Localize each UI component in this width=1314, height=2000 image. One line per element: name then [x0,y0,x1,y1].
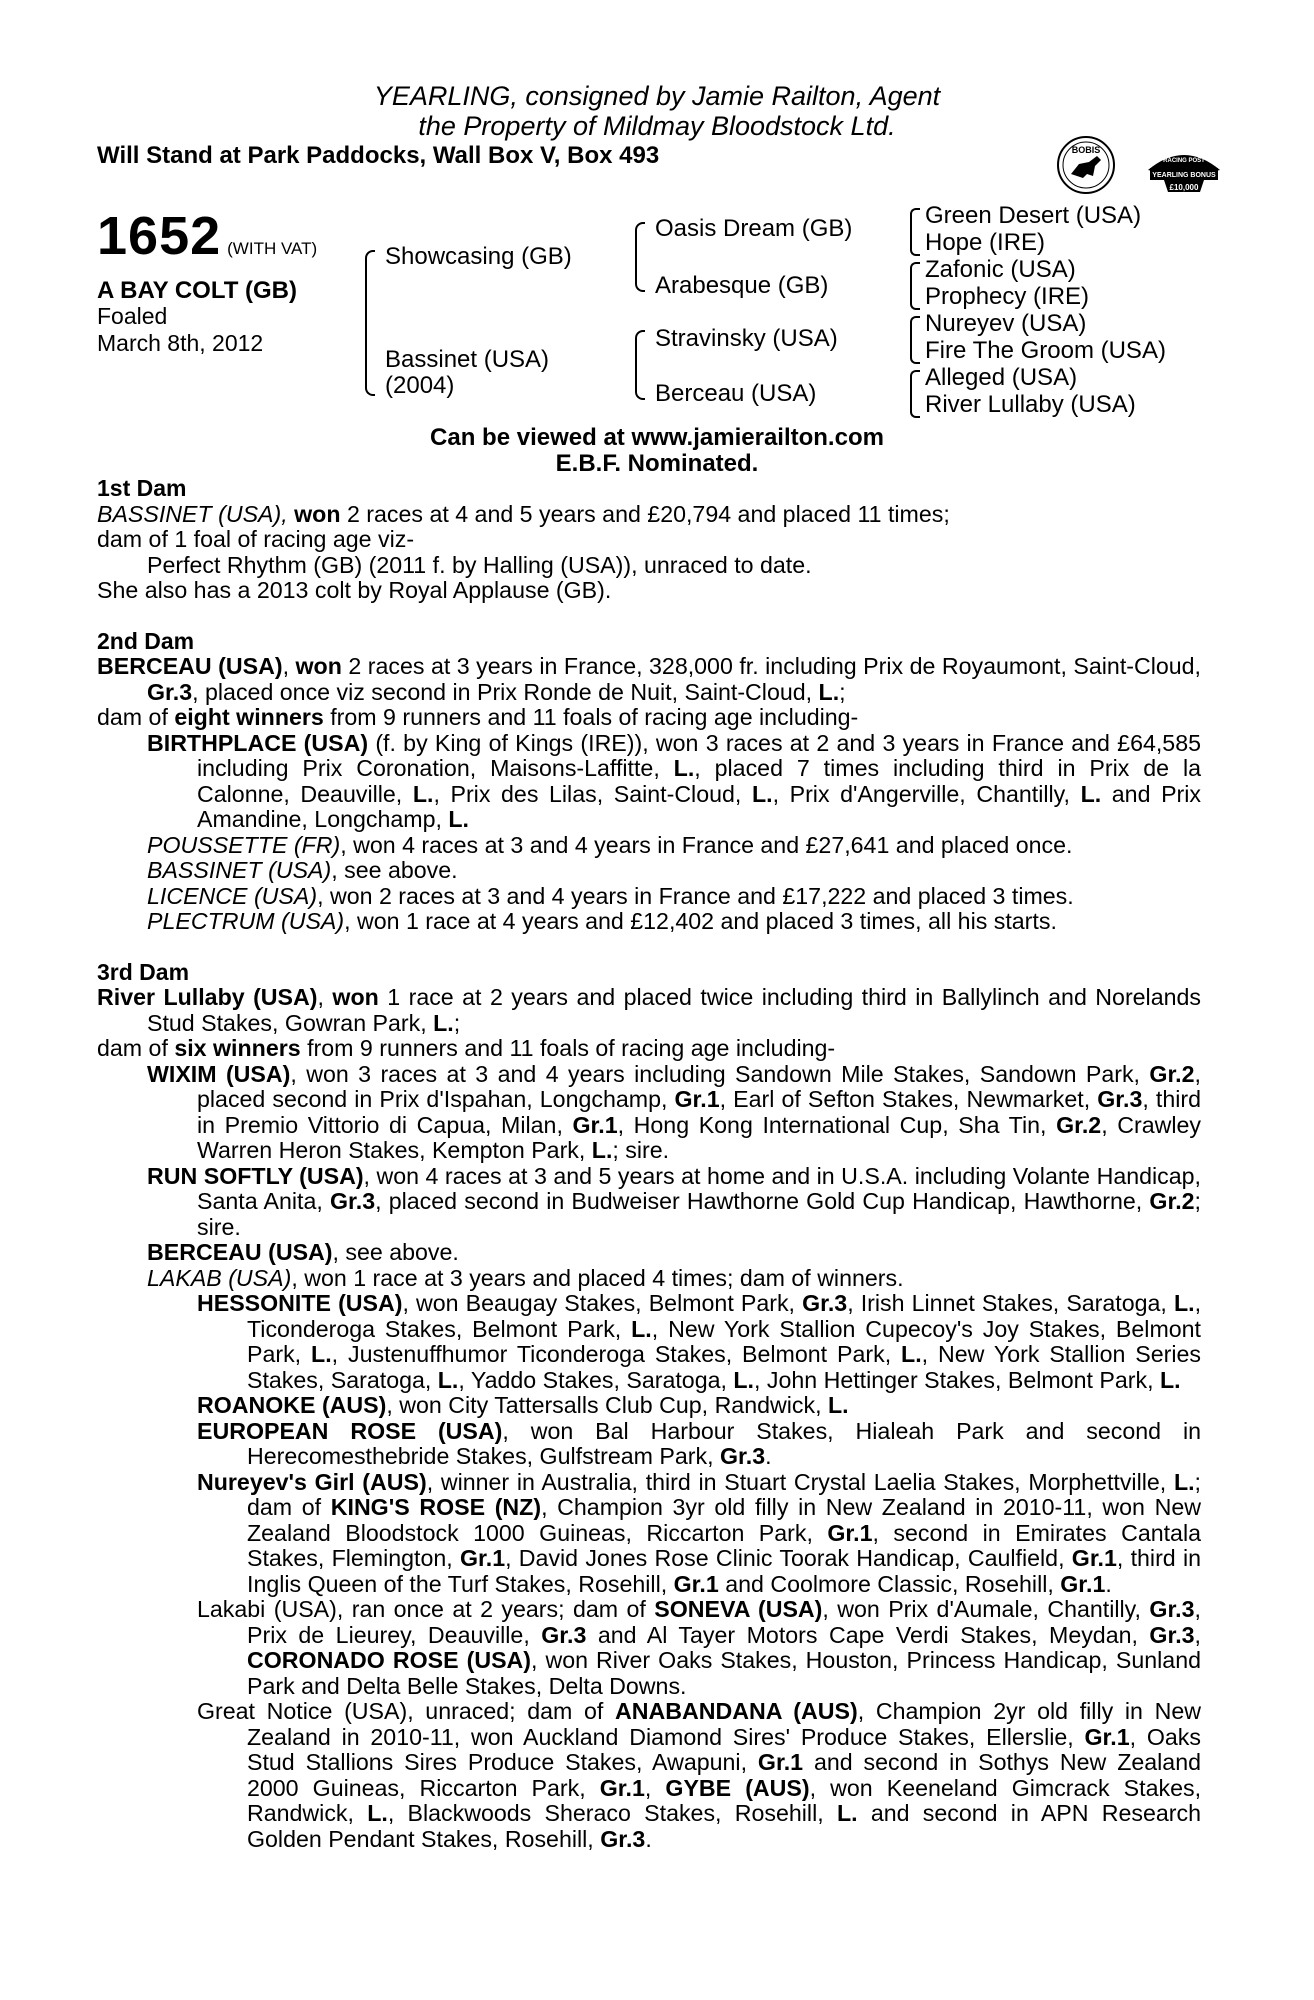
dam3-summary: River Lullaby (USA), won 1 race at 2 years and placed twice including third in Ballylinch and Norelands Stud Stakes, Gowran Park, L.; [97,984,1201,1036]
yearling-bonus-text: YEARLING BONUS [1152,172,1216,179]
dam3-run-softly: RUN SOFTLY (USA), won 4 races at 3 and 5 years at home and in U.S.A. including Volante Handicap, Santa Anita, Gr.3, placed second in Budweiser Hawthorne Gold Cup Handicap, Hawthorne, Gr.2; sire. [147,1162,1201,1240]
dam2-plectrum: PLECTRUM (USA), won 1 race at 4 years and £12,402 and placed 3 times, all his starts. [147,908,1057,934]
dam3-great-notice: Great Notice (USA), unraced; dam of ANABANDANA (AUS), Champion 2yr old filly in New Zealand in 2010-11, won Auckland Diamond Sires' Produce Stakes, Ellerslie, Gr.1, Oaks Stud Stallions Sires Produce Stakes, Awapuni, Gr.1 and second in Sothys New Zealand 2000 Guineas, Riccarton Park, Gr.1, GYBE (AUS), won Keeneland Gimcrack Stakes, Randwick, L., Blackwoods Sheraco Stakes, Rosehill, L. and second in APN Research Golden Pendant Stakes, Rosehill, Gr.3. [197,1698,1202,1852]
dam3-lakab: LAKAB (USA), won 1 race at 3 years and placed 4 times; dam of winners. [147,1264,904,1291]
dam3-produce-intro: dam of six winners from 9 runners and 11 foals of racing age including- [97,1035,836,1061]
pedigree-ssd: Hope (IRE) [925,229,1046,256]
dam2-produce-intro: dam of eight winners from 9 runners and 11 foals of racing age including- [97,704,859,730]
bobis-text: BOBIS [1071,145,1101,155]
pedigree-ddd: River Lullaby (USA) [925,391,1136,418]
ebf-note: E.B.F. Nominated. [555,450,759,477]
dam-sections [97,476,1201,1852]
pedigree-brace-sire [635,222,645,292]
viewing-note: Can be viewed at www.jamierailton.com [430,424,884,451]
dam3-hessonite: HESSONITE (USA), won Beaugay Stakes, Belmont Park, Gr.3, Irish Linnet Stakes, Saratoga, L., Ticonderoga Stakes, Belmont Park, L., New York Stallion Cupecoy's Joy Stakes, Belmont Park, L., Justenuffhumor Ticonderoga Stakes, Belmont Park, L., New York Stallion Series Stakes, Saratoga, L., Yaddo Stakes, Saratoga, L., John Hettinger Stakes, Belmont Park, L. [197,1290,1202,1393]
foaled-date: March 8th, 2012 [97,330,264,356]
pedigree-dam-dam: Berceau (USA) [655,380,817,407]
lot-number: 1652 [97,206,222,266]
pedigree-dam: Bassinet (USA) [385,346,550,373]
dam3-european-rose: EUROPEAN ROSE (USA), won Bal Harbour Stakes, Hialeah Park and second in Herecomesthebride Stakes, Gulfstream Park, Gr.3. [197,1417,1201,1469]
pedigree-dss: Nureyev (USA) [925,310,1087,337]
dam1-foal: Perfect Rhythm (GB) (2011 f. by Halling (USA)), unraced to date. [147,551,812,578]
vat-label: (WITH VAT) [227,239,318,258]
pedigree-dds: Alleged (USA) [925,364,1078,391]
lot-description: A BAY COLT (GB) [97,277,298,304]
property-line: the Property of Mildmay Bloodstock Ltd. [418,111,896,141]
pedigree-brace-ss [910,208,920,256]
dam3-wixim: WIXIM (USA), won 3 races at 3 and 4 years including Sandown Mile Stakes, Sandown Park, Gr.2, placed second in Prix d'Ispahan, Longchamp, Gr.1, Earl of Sefton Stakes, Newmarket, Gr.3, third in Premio Vittorio di Capua, Milan, Gr.1, Hong Kong International Cup, Sha Tin, Gr.2, Crawley Warren Heron Stakes, Kempton Park, L.; sire. [147,1060,1201,1163]
bobis-logo-icon [1055,134,1117,196]
pedigree-dam-sire: Stravinsky (USA) [655,325,838,352]
consignor-line: YEARLING, consigned by Jamie Railton, Agent [373,81,941,111]
pedigree-brace-dam [635,330,645,400]
racing-post-bonus-logo-icon [1144,146,1224,202]
pedigree-sire: Showcasing (GB) [385,243,572,270]
dam3-nureyevs-girl: Nureyev's Girl (AUS), winner in Australia, third in Stuart Crystal Laelia Stakes, Morphettville, L.; dam of KING'S ROSE (NZ), Champion 3yr old filly in New Zealand in 2010-11, won New Zealand Bloodstock 1000 Guineas, Riccarton Park, Gr.1, second in Emirates Cantala Stakes, Flemington, Gr.1, David Jones Rose Clinic Toorak Handicap, Caulfield, Gr.1, third in Inglis Queen of the Turf Stakes, Rosehill, Gr.1 and Coolmore Classic, Rosehill, Gr.1. [197,1468,1201,1597]
dam2-bassinet: BASSINET (USA), see above. [147,857,458,883]
pedigree-sds: Zafonic (USA) [925,256,1076,283]
pedigree-sss: Green Desert (USA) [925,202,1142,229]
pedigree-brace-dd [910,370,920,418]
dam2-licence: LICENCE (USA), won 2 races at 3 and 4 years in France and £17,222 and placed 3 times. [147,882,1074,909]
dam1-summary: BASSINET (USA), won 2 races at 4 and 5 years and £20,794 and placed 11 times; [97,500,950,527]
pedigree-brace-sd [910,262,920,310]
lot-block [97,205,317,267]
dam1-yearling-note: She also has a 2013 colt by Royal Applause (GB). [97,577,612,603]
dam3-berceau: BERCEAU (USA), see above. [147,1239,459,1265]
pedigree-dam-year: (2004) [385,372,455,399]
racing-post-text: RACING POST [1163,158,1205,164]
dam1-produce-intro: dam of 1 foal of racing age viz- [97,526,415,552]
stand-location: Will Stand at Park Paddocks, Wall Box V, Box 493 [97,142,660,169]
dam2-heading: 2nd Dam [97,627,195,654]
dam1-heading: 1st Dam [97,475,187,501]
bonus-amount-text: £10,000 [1169,183,1199,192]
dam3-roanoke: ROANOKE (AUS), won City Tattersalls Club Cup, Randwick, L. [197,1392,849,1418]
pedigree-dsd: Fire The Groom (USA) [925,337,1166,364]
pedigree-sire-sire: Oasis Dream (GB) [655,215,853,242]
dam2-birthplace: BIRTHPLACE (USA) (f. by King of Kings (IRE)), won 3 races at 2 and 3 years in France and £64,585 including Prix Coronation, Maisons-Laffitte, L., placed 7 times including third in Prix de la Calonne, Deauville, L., Prix des Lilas, Saint-Cloud, L., Prix d'Angerville, Chantilly, L. and Prix Amandine, Longchamp, L. [147,729,1202,832]
dam3-heading: 3rd Dam [97,958,190,985]
dam2-poussette: POUSSETTE (FR), won 4 races at 3 and 4 years in France and £27,641 and placed once. [147,831,1073,858]
pedigree-brace-ds [910,316,920,364]
dam3-lakabi: Lakabi (USA), ran once at 2 years; dam of SONEVA (USA), won Prix d'Aumale, Chantilly, Gr.3, Prix de Lieurey, Deauville, Gr.3 and Al Tayer Motors Cape Verdi Stakes, Meydan, Gr.3, CORONADO ROSE (USA), won River Oaks Stakes, Houston, Princess Handicap, Sunland Park and Delta Belle Stakes, Delta Downs. [197,1596,1201,1699]
pedigree-sdd: Prophecy (IRE) [925,283,1090,310]
pedigree-sire-dam: Arabesque (GB) [655,272,829,299]
pedigree-brace-main [365,250,375,396]
foaled-label: Foaled [97,303,168,329]
dam2-summary: BERCEAU (USA), won 2 races at 3 years in France, 328,000 fr. including Prix de Royaumont, Saint-Cloud, Gr.3, placed once viz second in Prix Ronde de Nuit, Saint-Cloud, L.; [97,653,1202,705]
